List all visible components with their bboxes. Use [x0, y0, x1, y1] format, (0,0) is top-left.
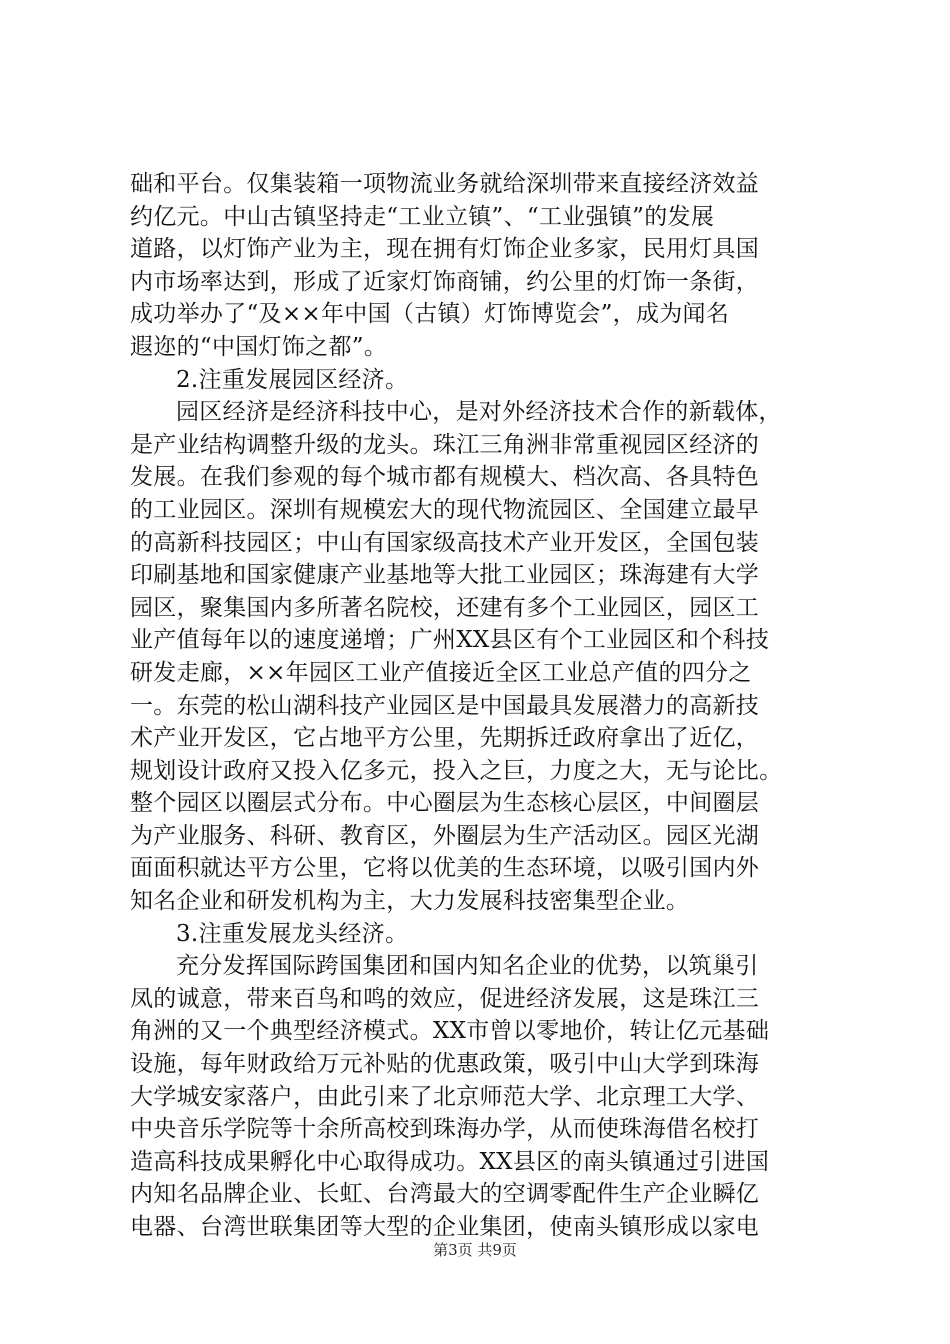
text-line: 知名企业和研发机构为主，大力发展科技密集型企业。	[130, 888, 690, 915]
paragraph-first-line: 2.注重发展园区经济。	[176, 366, 409, 393]
text-line: 印刷基地和国家健康产业基地等大批工业园区；珠海建有大学	[130, 562, 760, 589]
text-line: 内市场率达到，形成了近家灯饰商铺，约公里的灯饰一条街，	[130, 268, 760, 295]
text-line: 约亿元。中山古镇坚持走“工业立镇”、“工业强镇”的发展	[130, 203, 715, 230]
text-line: 凤的诚意，带来百鸟和鸣的效应，促进经济发展，这是珠江三	[130, 985, 760, 1012]
paragraph-first-line: 园区经济是经济科技中心，是对外经济技术合作的新载体，	[176, 399, 782, 426]
text-line: 电器、台湾世联集团等大型的企业集团，使南头镇形成以家电	[130, 1214, 760, 1240]
text-line: 角洲的又一个典型经济模式。XX市曾以零地价，转让亿元基础	[130, 1018, 770, 1045]
text-line: 术产业开发区，它占地平方公里，先期拆迁政府拿出了近亿，	[130, 725, 760, 752]
text-line: 为产业服务、科研、教育区，外圈层为生产活动区。园区光湖	[130, 822, 760, 849]
text-line: 研发走廊，××年园区工业产值接近全区工业总产值的四分之	[130, 659, 752, 686]
text-line: 面面积就达平方公里，它将以优美的生态环境，以吸引国内外	[130, 855, 760, 882]
text-line: 的工业园区。深圳有规模宏大的现代物流园区、全国建立最早	[130, 496, 760, 523]
text-line: 大学城安家落户，由此引来了北京师范大学、北京理工大学、	[130, 1083, 760, 1110]
text-line: 园区，聚集国内多所著名院校，还建有多个工业园区，园区工	[130, 594, 760, 621]
text-line: 成功举办了“及××年中国（古镇）灯饰博览会”，成为闻名	[130, 301, 730, 328]
paragraph-first-line: 充分发挥国际跨国集团和国内知名企业的优势，以筑巢引	[176, 953, 759, 980]
document-body	[130, 168, 830, 1244]
text-line: 中央音乐学院等十余所高校到珠海办学，从而使珠海借名校打	[130, 1116, 760, 1143]
paragraph-first-line: 3.注重发展龙头经济。	[176, 920, 409, 947]
text-line: 遐迩的“中国灯饰之都”。	[130, 333, 388, 360]
text-line: 设施，每年财政给万元补贴的优惠政策，吸引中山大学到珠海	[130, 1051, 760, 1078]
text-line: 是产业结构调整升级的龙头。珠江三角洲非常重视园区经济的	[130, 431, 760, 458]
text-line: 内知名品牌企业、长虹、台湾最大的空调零配件生产企业瞬亿	[130, 1181, 760, 1208]
text-line: 整个园区以圈层式分布。中心圈层为生态核心层区，中间圈层	[130, 790, 760, 817]
text-line: 造高科技成果孵化中心取得成功。XX县区的南头镇通过引进国	[130, 1148, 770, 1175]
text-line: 发展。在我们参观的每个城市都有规模大、档次高、各具特色	[130, 464, 760, 491]
text-line: 业产值每年以的速度递增；广州XX县区有个工业园区和个科技	[130, 627, 770, 654]
page-footer: 第3页 共9页	[433, 1241, 517, 1259]
text-line: 一。东莞的松山湖科技产业园区是中国最具发展潜力的高新技	[130, 692, 760, 719]
text-line: 的高新科技园区；中山有国家级高技术产业开发区，全国包装	[130, 529, 760, 556]
text-line: 规划设计政府又投入亿多元，投入之巨，力度之大，无与论比。	[130, 757, 783, 784]
text-line: 道路，以灯饰产业为主，现在拥有灯饰企业多家，民用灯具国	[130, 236, 760, 263]
text-line: 础和平台。仅集装箱一项物流业务就给深圳带来直接经济效益	[130, 171, 760, 197]
